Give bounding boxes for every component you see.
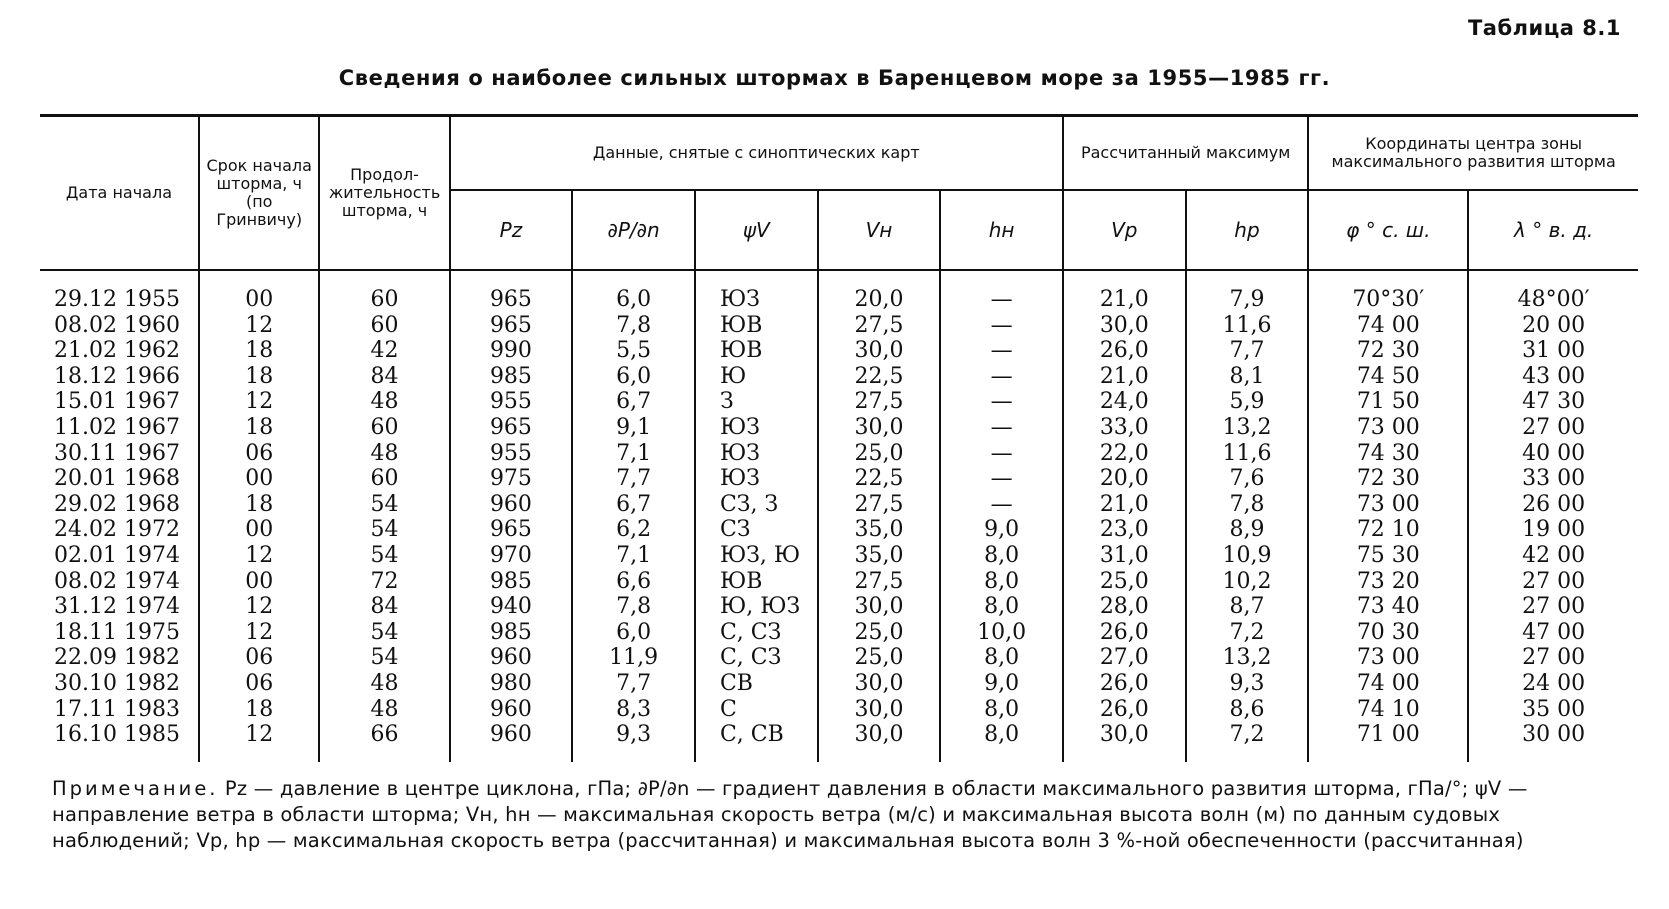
cell-start-time: 12 (199, 543, 320, 569)
spacer-cell (1468, 270, 1638, 287)
cell-longitude: 47 30 (1468, 389, 1638, 415)
cell-vp: 30,0 (1063, 313, 1186, 339)
cell-hn: 9,0 (940, 671, 1063, 697)
cell-latitude: 72 10 (1308, 517, 1468, 543)
cell-vp: 25,0 (1063, 569, 1186, 595)
cell-duration: 48 (319, 697, 449, 723)
table-row (40, 697, 1638, 723)
cell-dpdn: 7,7 (572, 671, 695, 697)
cell-duration: 60 (319, 313, 449, 339)
cell-longitude: 30 00 (1468, 722, 1638, 762)
cell-date: 18.11 1975 (54, 619, 180, 645)
cell-hp: 11,6 (1186, 313, 1309, 339)
table-caption: Сведения о наиболее сильных штормах в Баренцевом море за 1955—1985 гг. (338, 66, 1331, 90)
cell-hp: 13,2 (1186, 645, 1309, 671)
cell-duration: 48 (319, 389, 449, 415)
cell-date: 21.02 1962 (54, 338, 180, 364)
cell-latitude: 74 00 (1308, 671, 1468, 697)
cell-hn: 8,0 (940, 569, 1063, 595)
cell-vn: 27,5 (818, 389, 941, 415)
cell-hn: — (940, 287, 1063, 313)
cell-vp: 26,0 (1063, 671, 1186, 697)
cell-wind-direction: С, СЗ (695, 645, 818, 671)
cell-hp: 7,7 (1186, 338, 1309, 364)
spacer-cell (940, 270, 1063, 287)
cell-vn: 25,0 (818, 645, 941, 671)
cell-dpdn: 7,7 (572, 466, 695, 492)
cell-pz: 940 (450, 594, 573, 620)
cell-pz: 960 (450, 722, 573, 762)
cell-pz: 970 (450, 543, 573, 569)
table-row (40, 645, 1638, 671)
cell-dpdn: 5,5 (572, 338, 695, 364)
cell-hn: — (940, 415, 1063, 441)
note-text: Pz — давление в центре циклона, гПа; ∂P/∂n — градиент давления в области максимального развития шторма, гПа/°; ψV — направление ветра в области шторма; Vн, hн — максимальная скорость ветра (м/с) и максимальная высота волн (м) по данным судовых наблюдений; Vp, hp — максимальная скорость ветра (рассчитанная) и максимальная высота волн 3 %-ной обеспеченности (рассчитанная) (52, 777, 1528, 852)
cell-start-time: 12 (199, 389, 320, 415)
cell-duration: 48 (319, 441, 449, 467)
cell-hp: 7,2 (1186, 722, 1309, 762)
cell-latitude: 73 40 (1308, 594, 1468, 620)
cell-hn: 8,0 (940, 543, 1063, 569)
cell-hn: 8,0 (940, 722, 1063, 762)
spacer-cell (40, 270, 199, 287)
cell-duration: 54 (319, 517, 449, 543)
cell-longitude: 33 00 (1468, 466, 1638, 492)
cell-date: 30.11 1967 (54, 440, 180, 466)
cell-date: 11.02 1967 (54, 414, 180, 440)
cell-pz: 985 (450, 569, 573, 595)
cell-hn: — (940, 492, 1063, 518)
cell-pz: 960 (450, 645, 573, 671)
header-calculated-group: Рассчитанный максимум (1063, 116, 1308, 191)
spacer-cell (1308, 270, 1468, 287)
cell-hp: 5,9 (1186, 389, 1309, 415)
header-latitude: φ ° с. ш. (1308, 190, 1468, 270)
cell-wind-direction: С, СЗ (695, 620, 818, 646)
cell-date: 22.09 1982 (54, 645, 180, 671)
header-hp: hp (1186, 190, 1309, 270)
cell-wind-direction: СЗ, З (695, 492, 818, 518)
cell-longitude: 26 00 (1468, 492, 1638, 518)
cell-latitude: 73 20 (1308, 569, 1468, 595)
cell-longitude: 19 00 (1468, 517, 1638, 543)
header-pz: Pz (450, 190, 573, 270)
cell-vn: 30,0 (818, 697, 941, 723)
cell-vn: 30,0 (818, 722, 941, 762)
cell-dpdn: 6,6 (572, 569, 695, 595)
table-row (40, 313, 1638, 339)
cell-dpdn: 6,0 (572, 620, 695, 646)
cell-pz: 965 (450, 287, 573, 313)
cell-start-time: 00 (199, 517, 320, 543)
cell-duration: 60 (319, 466, 449, 492)
cell-latitude: 74 30 (1308, 441, 1468, 467)
cell-pz: 955 (450, 389, 573, 415)
cell-vp: 26,0 (1063, 697, 1186, 723)
cell-dpdn: 9,3 (572, 722, 695, 762)
cell-wind-direction: СВ (695, 671, 818, 697)
table-header (40, 116, 1638, 271)
cell-pz: 965 (450, 415, 573, 441)
cell-vp: 23,0 (1063, 517, 1186, 543)
cell-longitude: 27 00 (1468, 415, 1638, 441)
cell-wind-direction: С (695, 697, 818, 723)
cell-date: 15.01 1967 (54, 389, 180, 415)
table-row (40, 287, 1638, 313)
note-lead: Примечание. (52, 777, 219, 800)
cell-hp: 10,9 (1186, 543, 1309, 569)
table-row (40, 620, 1638, 646)
table-row (40, 517, 1638, 543)
cell-longitude: 43 00 (1468, 364, 1638, 390)
table-row (40, 441, 1638, 467)
cell-duration: 84 (319, 594, 449, 620)
cell-pz: 965 (450, 313, 573, 339)
cell-pz: 965 (450, 517, 573, 543)
cell-wind-direction: З (695, 389, 818, 415)
cell-duration: 60 (319, 287, 449, 313)
cell-start-time: 00 (199, 466, 320, 492)
cell-hn: 8,0 (940, 594, 1063, 620)
cell-wind-direction: ЮЗ, Ю (695, 543, 818, 569)
cell-date: 02.01 1974 (54, 542, 180, 568)
cell-wind-direction: Ю (695, 364, 818, 390)
spacer-cell (1063, 270, 1186, 287)
cell-wind-direction: СЗ (695, 517, 818, 543)
cell-hp: 10,2 (1186, 569, 1309, 595)
cell-vp: 31,0 (1063, 543, 1186, 569)
cell-start-time: 12 (199, 722, 320, 762)
cell-dpdn: 6,0 (572, 364, 695, 390)
cell-vp: 22,0 (1063, 441, 1186, 467)
cell-latitude: 70°30′ (1308, 287, 1468, 313)
cell-pz: 980 (450, 671, 573, 697)
cell-vn: 22,5 (818, 364, 941, 390)
cell-hn: 8,0 (940, 697, 1063, 723)
cell-latitude: 73 00 (1308, 645, 1468, 671)
cell-wind-direction: С, СВ (695, 722, 818, 762)
cell-longitude: 40 00 (1468, 441, 1638, 467)
cell-hn: 9,0 (940, 517, 1063, 543)
cell-start-time: 06 (199, 671, 320, 697)
cell-dpdn: 7,1 (572, 441, 695, 467)
cell-hn: — (940, 466, 1063, 492)
cell-wind-direction: ЮЗ (695, 441, 818, 467)
cell-hp: 9,3 (1186, 671, 1309, 697)
table-row (40, 492, 1638, 518)
cell-start-time: 18 (199, 338, 320, 364)
spacer-cell (319, 270, 449, 287)
cell-hn: 8,0 (940, 645, 1063, 671)
cell-hn: — (940, 389, 1063, 415)
cell-hp: 7,2 (1186, 620, 1309, 646)
cell-hp: 11,6 (1186, 441, 1309, 467)
header-start-time: Срок начала шторма, ч (по Гринвичу) (199, 116, 320, 271)
cell-longitude: 27 00 (1468, 569, 1638, 595)
header-longitude: λ ° в. д. (1468, 190, 1638, 270)
cell-vn: 27,5 (818, 492, 941, 518)
header-date: Дата начала (40, 116, 199, 271)
cell-latitude: 73 00 (1308, 415, 1468, 441)
cell-dpdn: 7,8 (572, 313, 695, 339)
cell-longitude: 27 00 (1468, 594, 1638, 620)
cell-start-time: 18 (199, 697, 320, 723)
cell-start-time: 06 (199, 645, 320, 671)
cell-start-time: 18 (199, 415, 320, 441)
cell-hn: — (940, 364, 1063, 390)
cell-vn: 22,5 (818, 466, 941, 492)
table-row (40, 466, 1638, 492)
cell-vn: 30,0 (818, 594, 941, 620)
cell-start-time: 00 (199, 287, 320, 313)
cell-hn: — (940, 338, 1063, 364)
cell-dpdn: 6,2 (572, 517, 695, 543)
cell-start-time: 00 (199, 569, 320, 595)
cell-dpdn: 11,9 (572, 645, 695, 671)
cell-dpdn: 8,3 (572, 697, 695, 723)
cell-latitude: 71 50 (1308, 389, 1468, 415)
cell-pz: 985 (450, 364, 573, 390)
cell-duration: 42 (319, 338, 449, 364)
cell-longitude: 20 00 (1468, 313, 1638, 339)
cell-hn: — (940, 441, 1063, 467)
cell-vp: 21,0 (1063, 492, 1186, 518)
cell-vn: 30,0 (818, 338, 941, 364)
cell-vn: 25,0 (818, 620, 941, 646)
table-row (40, 722, 1638, 762)
cell-wind-direction: ЮВ (695, 313, 818, 339)
spacer-cell (199, 270, 320, 287)
cell-dpdn: 6,7 (572, 492, 695, 518)
cell-duration: 54 (319, 543, 449, 569)
header-coordinates-group: Координаты центра зоны максимального развития шторма (1308, 116, 1638, 191)
cell-latitude: 70 30 (1308, 620, 1468, 646)
cell-start-time: 18 (199, 364, 320, 390)
cell-vp: 28,0 (1063, 594, 1186, 620)
cell-longitude: 42 00 (1468, 543, 1638, 569)
spacer-cell (818, 270, 941, 287)
cell-duration: 54 (319, 620, 449, 646)
header-synoptic-group: Данные, снятые с синоптических карт (450, 116, 1063, 191)
table-row (40, 594, 1638, 620)
table-row (40, 338, 1638, 364)
cell-date: 08.02 1960 (54, 312, 180, 338)
spacer-cell (572, 270, 695, 287)
header-wind-direction: ψV (695, 190, 818, 270)
cell-longitude: 27 00 (1468, 645, 1638, 671)
cell-start-time: 18 (199, 492, 320, 518)
cell-duration: 54 (319, 492, 449, 518)
cell-vp: 21,0 (1063, 287, 1186, 313)
cell-pz: 955 (450, 441, 573, 467)
spacer-cell (695, 270, 818, 287)
cell-dpdn: 9,1 (572, 415, 695, 441)
cell-hp: 7,8 (1186, 492, 1309, 518)
cell-start-time: 06 (199, 441, 320, 467)
table-note (52, 776, 1632, 854)
cell-vp: 27,0 (1063, 645, 1186, 671)
cell-wind-direction: ЮЗ (695, 287, 818, 313)
cell-vn: 25,0 (818, 441, 941, 467)
cell-start-time: 12 (199, 594, 320, 620)
table-row (40, 415, 1638, 441)
cell-vp: 33,0 (1063, 415, 1186, 441)
cell-hp: 8,1 (1186, 364, 1309, 390)
cell-date: 08.02 1974 (54, 568, 180, 594)
cell-date: 29.12 1955 (54, 287, 180, 312)
cell-date: 16.10 1985 (54, 722, 180, 748)
cell-date: 29.02 1968 (54, 491, 180, 517)
table-row (40, 671, 1638, 697)
cell-pz: 985 (450, 620, 573, 646)
cell-longitude: 35 00 (1468, 697, 1638, 723)
table-body (40, 270, 1638, 762)
cell-hp: 8,9 (1186, 517, 1309, 543)
cell-pz: 960 (450, 697, 573, 723)
cell-dpdn: 7,8 (572, 594, 695, 620)
cell-duration: 72 (319, 569, 449, 595)
spacer-cell (1186, 270, 1309, 287)
cell-date: 24.02 1972 (54, 517, 180, 543)
cell-longitude: 31 00 (1468, 338, 1638, 364)
cell-pz: 975 (450, 466, 573, 492)
cell-wind-direction: Ю, ЮЗ (695, 594, 818, 620)
cell-vn: 27,5 (818, 313, 941, 339)
cell-hp: 8,7 (1186, 594, 1309, 620)
cell-wind-direction: ЮВ (695, 569, 818, 595)
cell-latitude: 72 30 (1308, 338, 1468, 364)
header-duration: Продол-жительность шторма, ч (319, 116, 449, 271)
cell-vp: 21,0 (1063, 364, 1186, 390)
cell-vn: 30,0 (818, 671, 941, 697)
cell-wind-direction: ЮВ (695, 338, 818, 364)
table-row (40, 389, 1638, 415)
spacer-cell (450, 270, 573, 287)
cell-hp: 7,9 (1186, 287, 1309, 313)
cell-pz: 960 (450, 492, 573, 518)
header-vp: Vp (1063, 190, 1186, 270)
cell-vn: 35,0 (818, 543, 941, 569)
cell-pz: 990 (450, 338, 573, 364)
cell-date: 17.11 1983 (54, 696, 180, 722)
cell-duration: 84 (319, 364, 449, 390)
cell-latitude: 73 00 (1308, 492, 1468, 518)
cell-vn: 35,0 (818, 517, 941, 543)
cell-vp: 26,0 (1063, 620, 1186, 646)
cell-wind-direction: ЮЗ (695, 415, 818, 441)
cell-dpdn: 6,0 (572, 287, 695, 313)
cell-latitude: 74 10 (1308, 697, 1468, 723)
cell-duration: 48 (319, 671, 449, 697)
cell-date: 30.10 1982 (54, 670, 180, 696)
cell-duration: 54 (319, 645, 449, 671)
cell-latitude: 74 00 (1308, 313, 1468, 339)
cell-latitude: 74 50 (1308, 364, 1468, 390)
table-row (40, 543, 1638, 569)
header-hn: hн (940, 190, 1063, 270)
cell-dpdn: 7,1 (572, 543, 695, 569)
header-vn: Vн (818, 190, 941, 270)
cell-vp: 26,0 (1063, 338, 1186, 364)
table-spacer-row (40, 270, 1638, 287)
cell-hp: 8,6 (1186, 697, 1309, 723)
cell-start-time: 12 (199, 620, 320, 646)
cell-hn: — (940, 313, 1063, 339)
cell-hp: 13,2 (1186, 415, 1309, 441)
cell-latitude: 72 30 (1308, 466, 1468, 492)
cell-latitude: 71 00 (1308, 722, 1468, 762)
cell-date: 20.01 1968 (54, 466, 180, 492)
table-row (40, 364, 1638, 390)
header-dpdn: ∂P/∂n (572, 190, 695, 270)
cell-date: 18.12 1966 (54, 363, 180, 389)
table-number: Таблица 8.1 (1467, 16, 1621, 40)
cell-date: 31.12 1974 (54, 594, 180, 620)
cell-longitude: 24 00 (1468, 671, 1638, 697)
cell-vp: 24,0 (1063, 389, 1186, 415)
cell-vp: 20,0 (1063, 466, 1186, 492)
cell-wind-direction: ЮЗ (695, 466, 818, 492)
table-row (40, 569, 1638, 595)
cell-hn: 10,0 (940, 620, 1063, 646)
cell-dpdn: 6,7 (572, 389, 695, 415)
cell-vn: 30,0 (818, 415, 941, 441)
cell-vn: 20,0 (818, 287, 941, 313)
cell-duration: 66 (319, 722, 449, 762)
cell-latitude: 75 30 (1308, 543, 1468, 569)
cell-longitude: 47 00 (1468, 620, 1638, 646)
cell-longitude: 48°00′ (1468, 287, 1638, 313)
cell-duration: 60 (319, 415, 449, 441)
storms-table (40, 114, 1638, 762)
cell-hp: 7,6 (1186, 466, 1309, 492)
cell-vp: 30,0 (1063, 722, 1186, 762)
cell-start-time: 12 (199, 313, 320, 339)
cell-vn: 27,5 (818, 569, 941, 595)
